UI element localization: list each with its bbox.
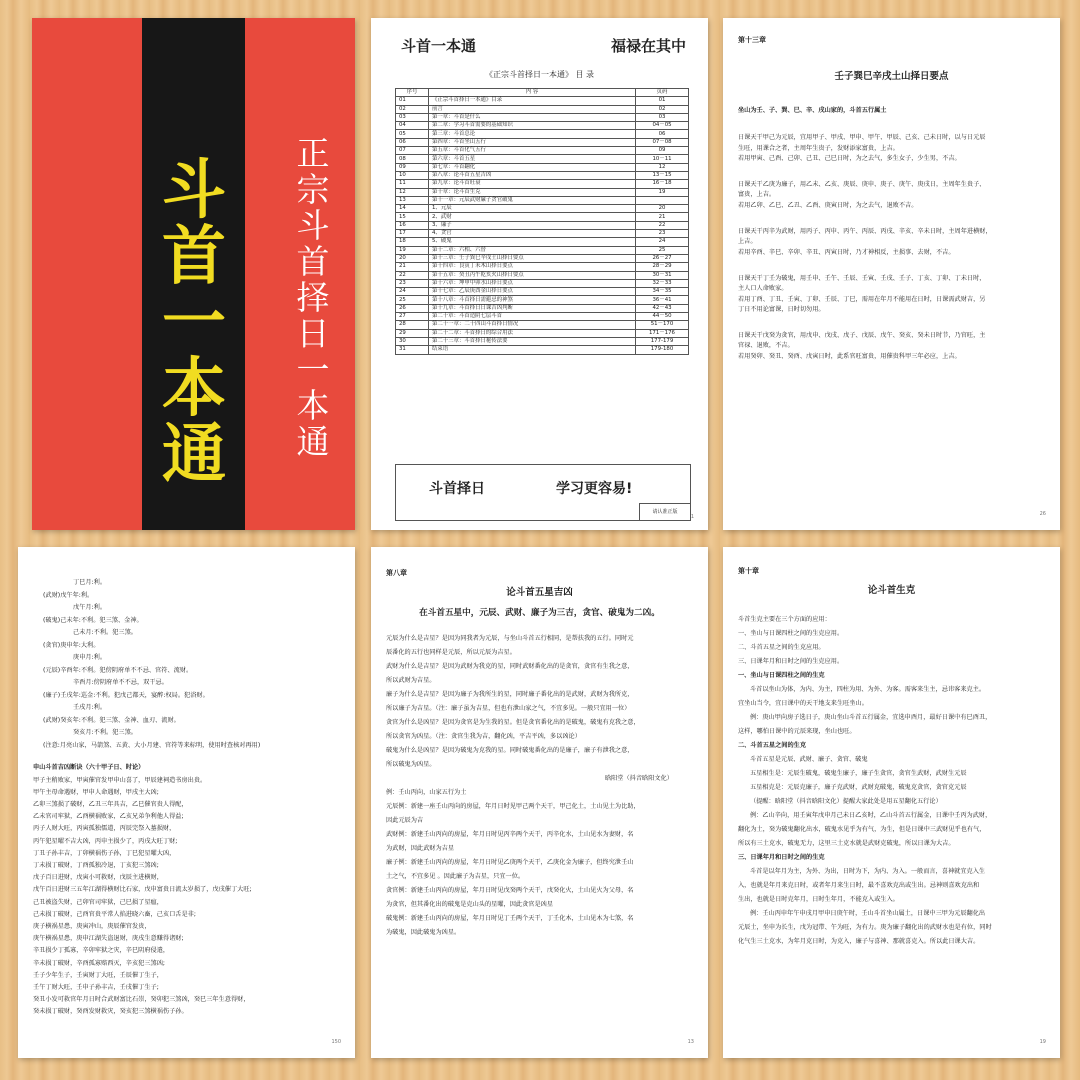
text-line: 为贪官，但其番化出的破鬼是克山头的星曜，因此贪官是凶星 <box>386 901 554 908</box>
toc-page: 03 <box>636 113 689 121</box>
text-line: 壬子少年生子，壬寅财丁大旺，壬辰催丁生子， <box>33 971 163 979</box>
toc-page: 34－35 <box>636 288 689 296</box>
text-line: 所以贪官为凶星。（注：贪官生我为吉，翻化凶，平吉平凶，多以凶论） <box>386 733 581 740</box>
text-line: 宜坐山当令，宜日课中的天干地支来生旺坐山。 <box>738 700 868 707</box>
toc-number: 15 <box>396 213 429 221</box>
toc-footer-left: 斗首择日 <box>429 481 485 497</box>
page-body <box>738 613 1045 949</box>
toc-number: 04 <box>396 122 429 130</box>
page-title: 论斗首五星吉凶 <box>506 587 573 598</box>
toc-row <box>396 271 689 279</box>
text-line: 斗首是以年月为主，为外、为出，日时为下，为内、为入。一般而言，喜神就宜克入生 <box>750 868 986 875</box>
text-line: 贪官为什么是凶星？是因为贪官是为生我的星。但是贪官番化出的是破鬼，破鬼有克我之意， <box>386 719 640 726</box>
text-line: 甲午主母命遇财，甲申人命遇财，甲戌主大凶; <box>33 788 159 796</box>
text-line: 元辰例：新建一座壬山丙向的房屋，年月日时见甲己两个天干，甲己化土，土山见土为比助， <box>386 803 640 810</box>
text-line: 为武财，因此武财为吉星 <box>386 845 455 852</box>
toc-page: 26－27 <box>636 254 689 262</box>
page-number: 19 <box>1039 1039 1046 1045</box>
toc-row <box>396 105 689 113</box>
toc-entry: 5、破鬼 <box>429 238 636 246</box>
text-line: 戊午百日进财三五年江湖得横财比石家，戊申富贵日流太岁损了，戊戌催丁大旺; <box>33 886 252 894</box>
text-line: (元辰)辛酉年:不利。犯傍阴府单不不忌、官符、流财。 <box>43 666 193 674</box>
toc-number: 13 <box>396 196 429 204</box>
toc-row <box>396 188 689 196</box>
toc-entry: 第四章：斗首坐山五行 <box>429 138 636 146</box>
toc-col-content: 内 容 <box>429 89 636 97</box>
toc-row <box>396 238 689 246</box>
toc-entry: 第一章：斗首是什么 <box>429 113 636 121</box>
toc-page: 25 <box>636 246 689 254</box>
toc-row <box>396 180 689 188</box>
toc-row <box>396 122 689 130</box>
text-line: 甲子主稍败家，甲寅催官发甲申山喜了，甲辰建祠造书房出贵。 <box>33 776 207 784</box>
text-line: 辛酉月:傍阴府单不不忌，双干忌。 <box>73 679 168 686</box>
text-line: 辛丑损少丁孤寡，辛卯牢狱之灾，辛巳阴府侵遣， <box>33 947 170 955</box>
toc-page: 22 <box>636 221 689 229</box>
toc-row <box>396 196 689 204</box>
text-line: 例：壬山丙向，山家五行为土 <box>386 789 467 796</box>
toc-page: 51－170 <box>636 321 689 329</box>
toc-page: 16－18 <box>636 180 689 188</box>
toc-row <box>396 113 689 121</box>
text-line: 廉子例：新建壬山丙向的房屋，年月日时见乙庚两个天干，乙庚化金为廉子，但终究泄壬山 <box>386 859 634 866</box>
toc-entry: 结束语 <box>429 346 636 354</box>
page-number: 26 <box>1039 511 1046 517</box>
chapter-8-page <box>371 547 708 1058</box>
toc-entry: 4、贪官 <box>429 230 636 238</box>
text-line: 丙午犯星曜不吉大凶，丙申主损少了，丙戌大旺丁财; <box>33 837 178 845</box>
toc-entry: 第十八章：斗首择日需避忌的神煞 <box>429 296 636 304</box>
page-number: 13 <box>687 1039 694 1045</box>
toc-page: 28－29 <box>636 263 689 271</box>
toc-number: 25 <box>396 296 429 304</box>
toc-entry: 3、廉子 <box>429 221 636 229</box>
text-line: 癸丑小发可救官年月日时合武财富比石崇，癸卯犯三煞凶，癸巳三年生意得财， <box>33 996 250 1004</box>
toc-row <box>396 296 689 304</box>
text-line: 若用癸卯、癸丑、癸酉、戊寅日时，此系官旺富贵，用催贵科甲三年必应，上吉。 <box>738 352 961 360</box>
toc-page: 02 <box>636 105 689 113</box>
text-line: 土之气，不宜多见 。因此廉子为吉星，只宜一位。 <box>386 873 525 880</box>
text-line: (注意:月亮山家，马箭煞、五黄、大小月建、官符等来标明，使用时查核对再用) <box>43 741 261 749</box>
page-body <box>33 577 340 1019</box>
text-line: 所以武财为吉星。 <box>386 677 436 684</box>
text-line: 癸未损丁破财，癸酉发财救灾，癸亥犯三煞横祸伤子孙。 <box>33 1008 188 1016</box>
toc-footer-note: 请认准正版 <box>639 503 690 520</box>
toc-row <box>396 337 689 345</box>
toc-entry: 前言 <box>429 105 636 113</box>
text-line: 三、日课年月和日时之间的生克 <box>738 854 825 861</box>
toc-col-page: 页码 <box>636 89 689 97</box>
chapter-10-page <box>723 547 1060 1058</box>
text-line: 二、斗首五星之间的生克应用。 <box>738 644 825 651</box>
toc-entry: 第二十二章：斗首择日的综合用法 <box>429 329 636 337</box>
toc-page: 171－176 <box>636 329 689 337</box>
text-line: 武财例：新建壬山丙向的房屋，年月日时见丙辛两个天干，丙辛化水，土山见水为妻财，名 <box>386 831 634 838</box>
text-line: 一、坐山与日课四柱之间的生克应用。 <box>738 630 844 637</box>
toc-page: 12 <box>636 163 689 171</box>
toc-number: 12 <box>396 188 429 196</box>
text-line: 元辰为什么是吉星？是因为同我者为元辰，与坐山斗首五行相同，是帮扶我的五行。同时元 <box>386 635 634 642</box>
toc-page: 177-179 <box>636 337 689 345</box>
toc-entry: 第十五章：癸丑丙午乾亥火山择日要点 <box>429 271 636 279</box>
text-line: 廉子为什么是吉星？是因为廉子为我所生的星，同时廉子番化出的是武财，武财为我所克， <box>386 691 634 698</box>
toc-number: 18 <box>396 238 429 246</box>
toc-number: 26 <box>396 304 429 312</box>
toc-row <box>396 138 689 146</box>
text-line: 入，也就是年月来克日时，或者年月来生日时，最不喜欢克出或生出。忌神则喜欢克出和 <box>738 882 980 889</box>
page-number: 1 <box>690 514 694 520</box>
page-title: 壬子巽巳辛戌土山择日要点 <box>834 71 949 82</box>
toc-entry: 第十七章：乙辰庚酉金山择日要点 <box>429 288 636 296</box>
toc-number: 07 <box>396 147 429 155</box>
toc-row <box>396 279 689 287</box>
toc-entry: 第七章：斗首翻化 <box>429 163 636 171</box>
toc-col-number: 序号 <box>396 89 429 97</box>
text-line: 例：壬山丙申年午申戌月甲申日庚午时，壬山斗首坐山属土，日课中三甲为元辰翻化出 <box>750 910 986 917</box>
toc-entry: 第六章：斗首五星 <box>429 155 636 163</box>
toc-entry: 第九章：论斗首旺衰 <box>429 180 636 188</box>
toc-row <box>396 213 689 221</box>
text-line: 丁日不用论富课，日时切勿用。 <box>738 305 825 313</box>
text-line: 庚申月:利。 <box>73 654 107 661</box>
toc-row <box>396 313 689 321</box>
text-line: 辛未损丁破财，辛酉孤寡赔西灭，辛亥犯三煞凶; <box>33 959 166 967</box>
toc-number: 30 <box>396 337 429 345</box>
toc-row <box>396 205 689 213</box>
toc-number: 08 <box>396 155 429 163</box>
toc-entry: 第二十章：斗首造阴七层斗首 <box>429 313 636 321</box>
text-line: 若用丁酉、丁丑、壬寅、丁卯、壬辰、丁巳，需用在年月不能用在日时，日课需武财吉，另 <box>738 295 986 303</box>
text-line: 破鬼例：新建壬山丙向的房屋，年月日时见丁壬两个天干，丁壬化木，土山见木为七煞，名 <box>386 915 634 922</box>
text-line: 庚午横祸星患，庚申江湖失盗退财，庚戌生意赚得诸财; <box>33 935 184 943</box>
toc-entry: 第十一章：元辰武财廉子贪官破鬼 <box>429 196 636 204</box>
toc-row <box>396 246 689 254</box>
toc-number: 19 <box>396 246 429 254</box>
text-line: 己未月:不利。犯三煞。 <box>73 629 137 636</box>
text-line: 壬午丁财大旺，壬申子孙丰吉，壬戌催丁生子; <box>33 983 159 991</box>
toc-entry: 《正宗斗首择日一本通》目录 <box>429 97 636 105</box>
toc-page: 07－08 <box>636 138 689 146</box>
text-line: 武财为什么是吉星？是因为武财为我克的星，同时武财番化出的是贪官，贪官有生我之意， <box>386 663 634 670</box>
toc-number: 03 <box>396 113 429 121</box>
toc-row <box>396 147 689 155</box>
toc-page: 24 <box>636 238 689 246</box>
text-line: (廉子)壬戌年:巡金:不利。犯戊己都天，宴醉:权局。犯浴财。 <box>43 691 209 699</box>
cover-subtitle: 正宗斗首择日一本通 <box>296 134 330 461</box>
text-line: 日课天干乙庚为廉子，用乙未、乙亥、庚辰、庚申、庚子、庚午、庚戌日，主周年生贵子、 <box>738 181 986 189</box>
text-line: 日课天干丙辛为武财，用丙子、丙申、丙午、丙辰、丙戌、辛亥、辛未日时，主周年进横财， <box>738 228 992 236</box>
toc-entry: 第十四章：艮寅丁未木山择日要点 <box>429 263 636 271</box>
text-line: 晗阳堂（抖音晗阳文化） <box>604 775 673 782</box>
toc-page: 19 <box>636 188 689 196</box>
text-line: 三、日课年月和日时之间的生克应用。 <box>738 658 844 665</box>
toc-number: 22 <box>396 271 429 279</box>
text-line: 戊子百日进财，戊寅小可救财，戊辰主进横财， <box>33 874 163 882</box>
toc-number: 24 <box>396 288 429 296</box>
text-line: 二、斗首五星之间的生克 <box>738 742 807 749</box>
text-line: 斗首以坐山为体，为内、为主，四柱为用、为外、为客。需客来生主，忌讳客来克主。 <box>750 686 986 693</box>
toc-footer <box>395 464 691 521</box>
text-line: 日课天干丁壬为破鬼，用壬申、壬午、壬辰、壬寅、壬戌、壬子、丁亥、丁卯、丁未日时， <box>738 274 986 282</box>
toc-entry: 1、元辰 <box>429 205 636 213</box>
chapter-label: 第八章 <box>386 569 407 577</box>
toc-page <box>636 196 689 204</box>
text-line: 化气生三土克水，为年月克日时，为克入，廉子与喜神、那就喜克入。所以此日课大吉。 <box>738 938 980 945</box>
toc-row <box>396 304 689 312</box>
toc-row <box>396 254 689 262</box>
text-line: 辰番化的五行也同样是元辰，所以元辰为吉星。 <box>386 649 516 656</box>
toc-number: 28 <box>396 321 429 329</box>
toc-page: 21 <box>636 213 689 221</box>
toc-page: 04－05 <box>636 122 689 130</box>
toc-entry: 第二章：学习斗首需要的基础知识 <box>429 122 636 130</box>
text-line: 日课天干戊癸为贪官，用戊申、戊戌、戊子、戊辰、戊午、癸亥、癸未日时节，乃官旺，主 <box>738 332 986 340</box>
toc-page: 32－33 <box>636 279 689 287</box>
text-line: 己未损丁破财，己酉官贵平常人掐进晓六畜，己亥口舌是非; <box>33 910 196 918</box>
text-line: 因此元辰为吉 <box>386 817 424 824</box>
toc-entry: 第十三章：壬子巽巳辛戌土山择日要点 <box>429 254 636 262</box>
page-150 <box>18 547 355 1058</box>
toc-number: 11 <box>396 180 429 188</box>
text-line: (武财)癸亥年:不利。犯三煞、金神、血刃、流财。 <box>43 716 180 724</box>
toc-row <box>396 97 689 105</box>
text-line: (贪官)庚申年:大利。 <box>43 641 100 649</box>
text-line: 乙卯三煞损了破财，乙丑三年具吉，乙巳催官贵人得配， <box>33 800 188 808</box>
text-line: 丁未损丁破财，丁酉孤独冷退，丁亥犯三煞凶; <box>33 861 159 869</box>
page-body <box>386 632 693 940</box>
toc-number: 31 <box>396 346 429 354</box>
toc-number: 23 <box>396 279 429 287</box>
toc-page <box>371 18 708 530</box>
text-line: 为破鬼，因此破鬼为凶星。 <box>386 929 461 936</box>
toc-entry: 第十章：论斗首生克 <box>429 188 636 196</box>
toc-row <box>396 230 689 238</box>
text-line: 官禄、退败，不吉。 <box>738 342 794 350</box>
text-line: 主人口人命败家。 <box>738 285 788 293</box>
toc-page: 13－15 <box>636 171 689 179</box>
text-line: 生出，也就是日时克年月，日时生年月，不能克入或生入。 <box>738 896 899 903</box>
text-line: 例：庚山甲向房子选日子，庚山坐山斗首五行属金，宜选申酉月，最好日课中有巳酉丑， <box>750 714 992 721</box>
text-line: 所以破鬼为凶星。 <box>386 761 436 768</box>
page-body <box>738 106 1045 362</box>
toc-header <box>401 35 686 56</box>
text-line: 丙子人财大旺，丙寅孤独儒道，丙辰完祭入墓损财， <box>33 825 176 833</box>
toc-page: 23 <box>636 230 689 238</box>
toc-number: 17 <box>396 230 429 238</box>
toc-entry: 第五章：斗首化气五行 <box>429 147 636 155</box>
text-line: 斗首五星是元辰、武财、廉子、贪官、破鬼 <box>750 756 868 763</box>
chapter-13-page <box>723 18 1060 530</box>
toc-page: 44－50 <box>636 313 689 321</box>
text-line: (武财)戊午年:利。 <box>43 591 94 599</box>
toc-header-right: 福禄在其中 <box>610 37 686 55</box>
text-line: 所以廉子为吉星。（注：廉子虽为吉星，但也有泄山家之气，不宜多见。一般只宜用一位） <box>386 705 631 712</box>
text-line: 五星相生是：元辰生破鬼，破鬼生廉子，廉子生贪官，贪官生武财，武财生元辰 <box>750 770 967 777</box>
text-line: 申山斗首吉凶断诀（六十甲子日、时论） <box>33 764 145 771</box>
text-line: 若用乙卯、乙巳、乙丑、乙酉、庚寅日时，为之去气，退败不吉。 <box>738 201 918 209</box>
toc-entry: 2、武财 <box>429 213 636 221</box>
text-line: 翻化为土，癸为破鬼翻化出水，破鬼水见乎为有气，为生，但是日课中三武财见乎也有气， <box>738 826 986 833</box>
text-line: 日课天干甲己为元辰，宜用甲子、甲戌、甲申、甲午、甲辰、己亥、己未日时，以与日元辰 <box>738 134 986 142</box>
toc-row <box>396 321 689 329</box>
toc-number: 29 <box>396 329 429 337</box>
text-line: 元辰土，坐申为长生，戊为冠带、午为旺，为有力。庚为廉子翻化出的武财水也是有位，同时 <box>738 924 992 931</box>
text-line: 丁丑子孙丰吉，丁卯横祸伤子孙，丁巳犯星曜大凶， <box>33 849 176 857</box>
toc-page: 09 <box>636 147 689 155</box>
text-line: 富贵，上吉。 <box>738 191 776 199</box>
text-line: 壬戌月:利。 <box>73 704 107 711</box>
toc-row <box>396 155 689 163</box>
toc-row <box>396 163 689 171</box>
toc-number: 10 <box>396 171 429 179</box>
text-line: 庚子横祸星患，庚寅冲山，庚辰催官发贵， <box>33 922 151 930</box>
toc-footer-right: 学习更容易! <box>556 481 633 497</box>
toc-row <box>396 263 689 271</box>
toc-page: 42－43 <box>636 304 689 312</box>
toc-number: 01 <box>396 97 429 105</box>
chapter-label: 第十章 <box>738 567 759 575</box>
text-line: 上吉。 <box>738 238 757 246</box>
toc-page: 36－41 <box>636 296 689 304</box>
toc-entry: 第二十三章：斗首择日秘传法要 <box>429 337 636 345</box>
text-line: 坐山为壬、子、巽、巳、辛、戌山家的，斗首五行属土 <box>738 107 887 114</box>
toc-number: 09 <box>396 163 429 171</box>
text-line: 五星相克是：元辰克廉子，廉子克武财，武财克破鬼，破鬼克贪官，贪官克元辰 <box>750 784 967 791</box>
text-line: 生旺，用课合之者，主周年生贵子，发财添家富贵，上吉。 <box>738 144 899 152</box>
toc-page: 01 <box>636 97 689 105</box>
text-line: 例：乙山辛向，用壬寅年戊申月己未日乙亥时，乙山斗首五行属金，日课中壬丙为武财， <box>750 812 992 819</box>
toc-row <box>396 329 689 337</box>
toc-table <box>395 88 689 355</box>
toc-entry: 第十二章：六相、六替 <box>429 246 636 254</box>
toc-number: 05 <box>396 130 429 138</box>
toc-entry: 第八章：论斗首五星吉凶 <box>429 171 636 179</box>
lead-text: 在斗首五星中，元辰、武财、廉子为三吉，贪官、破鬼为二凶。 <box>419 608 660 618</box>
toc-page: 179-180 <box>636 346 689 354</box>
book-cover <box>32 18 355 530</box>
toc-page: 20 <box>636 205 689 213</box>
text-line: （提醒：晗阳堂（抖音晗阳文化）提醒大家此处是用五星翻化五行论） <box>750 798 942 805</box>
text-line: 贪官例：新建壬山丙向的房屋，年月日时见戊癸两个天干，戊癸化火，土山见火为父母，名 <box>386 887 634 894</box>
toc-number: 27 <box>396 313 429 321</box>
toc-entry: 第三章：斗首总论 <box>429 130 636 138</box>
text-line: 丁巳月:利。 <box>73 579 107 586</box>
text-line: 若用甲寅、己酉、己卯、己丑、己巳日时，为之去气，多生女子，少生男，不吉。 <box>738 154 961 162</box>
toc-number: 02 <box>396 105 429 113</box>
toc-entry: 第十六章：坤申甲卯水山择日要点 <box>429 279 636 287</box>
text-line: 斗首生克主要在三个方面的应用： <box>738 616 831 623</box>
text-line: 一、坐山与日课四柱之间的生克 <box>738 672 825 679</box>
cover-main-title: 斗首一本通 <box>162 153 226 492</box>
text-line: 破鬼为什么是凶星？是因为破鬼为克我的星。同时破鬼番化出的是廉子，廉子有泄我之意， <box>386 747 634 754</box>
toc-header-left: 斗首一本通 <box>401 37 477 55</box>
toc-title: 《正宗斗首择日一本通》 目 录 <box>484 70 595 79</box>
toc-number: 16 <box>396 221 429 229</box>
text-line: 己丑被盗失财，己卯官司牢狱，己巳损了星瘟， <box>33 898 163 906</box>
toc-row <box>396 346 689 354</box>
toc-entry: 第十九章：斗首择日日课吉凶判断 <box>429 304 636 312</box>
text-line: (破鬼)己未年:不利。犯三煞、金神。 <box>43 616 143 624</box>
page-title: 论斗首生克 <box>867 585 916 596</box>
text-line: 戊午月:利。 <box>73 604 107 611</box>
toc-row <box>396 221 689 229</box>
text-line: 所以有三土克水，破鬼无力，这里三土克水就是武财克破鬼，所以日课为大吉。 <box>738 840 955 847</box>
toc-row <box>396 130 689 138</box>
toc-number: 14 <box>396 205 429 213</box>
text-line: 若用辛酉、辛巳、辛卯、辛丑、丙寅日时，乃才神相反，主损事、去财，不吉。 <box>738 248 955 256</box>
toc-page: 30－31 <box>636 271 689 279</box>
toc-row <box>396 171 689 179</box>
toc-number: 20 <box>396 254 429 262</box>
toc-page: 06 <box>636 130 689 138</box>
toc-entry: 第二十一章：二十四山斗首择日情况 <box>429 321 636 329</box>
text-line: 乙未官司牢狱，乙酉横祸败家，乙亥兄弟争利他人得益; <box>33 813 184 821</box>
text-line: 癸亥月:不利。犯三煞。 <box>73 729 137 736</box>
chapter-label: 第十三章 <box>738 36 766 44</box>
toc-row <box>396 288 689 296</box>
toc-number: 21 <box>396 263 429 271</box>
page-number: 150 <box>331 1039 341 1045</box>
text-line: 这样，哪怕日课中的元辰来现，坐山也旺。 <box>738 728 856 735</box>
toc-page: 10－11 <box>636 155 689 163</box>
toc-number: 06 <box>396 138 429 146</box>
